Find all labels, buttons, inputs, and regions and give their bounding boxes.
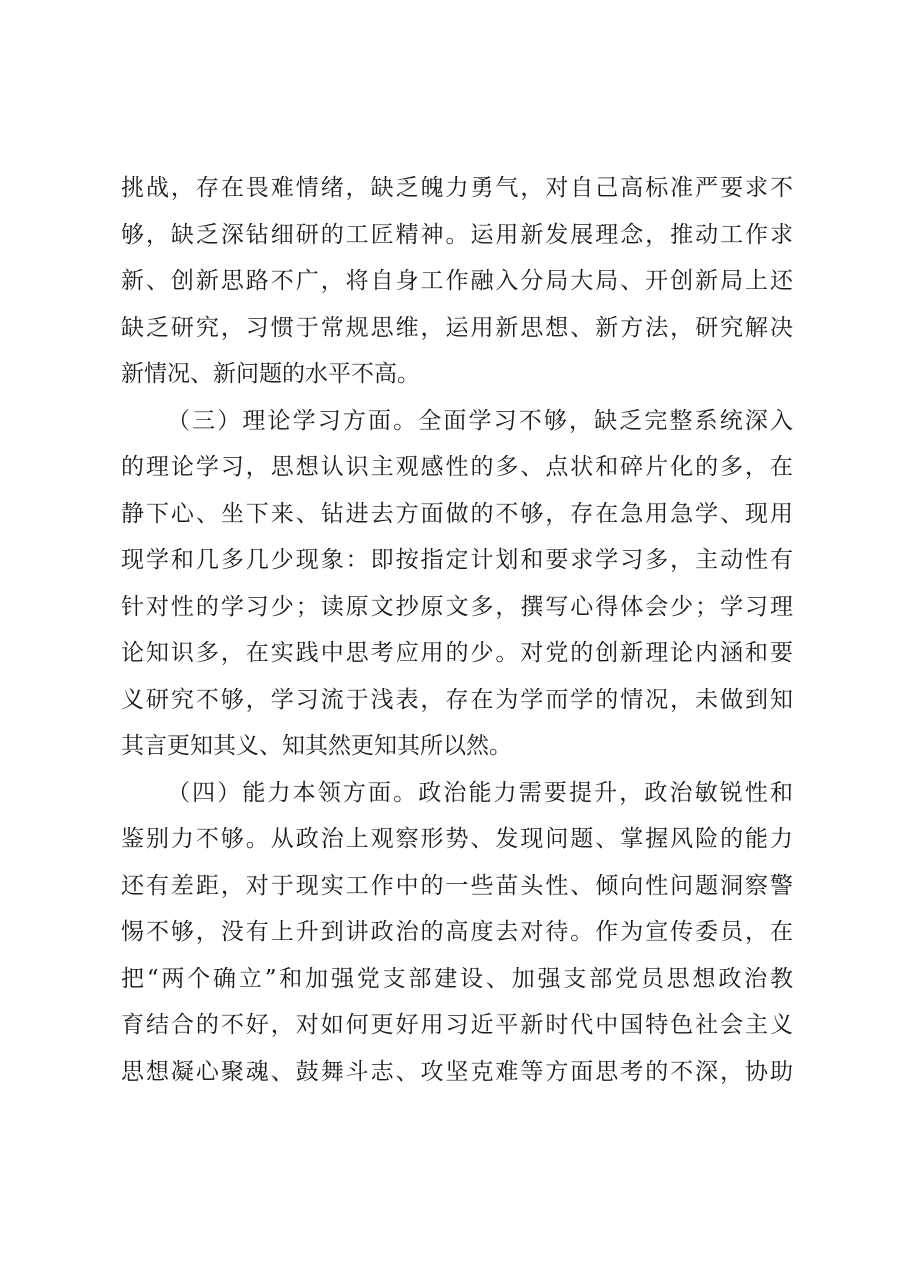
text-line: 现学和几多几少现象：即按指定计划和要求学习多，主动性有 <box>121 547 793 573</box>
text-line: 的理论学习，思想认识主观感性的多、点状和碎片化的多，在 <box>121 454 793 480</box>
text-line: 育结合的不好，对如何更好用习近平新时代中国特色社会主义 <box>121 1012 793 1038</box>
section-heading-line: （三）理论学习方面。全面学习不够，缺乏完整系统深入 <box>167 407 793 434</box>
text-line: 新、创新思路不广，将自身工作融入分局大局、开创新局上还 <box>121 268 793 294</box>
text-line: 缺乏研究，习惯于常规思维，运用新思想、新方法，研究解决 <box>121 314 793 341</box>
document-body <box>121 165 793 1095</box>
text-line: 义研究不够，学习流于浅表，存在为学而学的情况，未做到知 <box>121 686 793 713</box>
text-line: 还有差距，对于现实工作中的一些苗头性、倾向性问题洞察警 <box>121 872 793 899</box>
text-line: 惕不够，没有上升到讲政治的高度去对待。作为宣传委员，在 <box>121 919 793 945</box>
text-line: 其言更知其义、知其然更知其所以然。 <box>121 733 512 759</box>
text-line: 静下心、坐下来、钻进去方面做的不够，存在急用急学、现用 <box>121 500 793 527</box>
text-line: 论知识多，在实践中思考应用的少。对党的创新理论内涵和要 <box>121 640 793 666</box>
text-line: 挑战，存在畏难情绪，缺乏魄力勇气，对自己高标准严要求不 <box>121 175 793 201</box>
text-line: 鉴别力不够。从政治上观察形势、发现问题、掌握风险的能力 <box>121 826 793 852</box>
text-line: 针对性的学习少；读原文抄原文多，撰写心得体会少；学习理 <box>121 593 793 620</box>
section-heading-line: （四）能力本领方面。政治能力需要提升，政治敏锐性和 <box>167 779 793 806</box>
text-line: 把“两个确立”和加强党支部建设、加强支部党员思想政治教 <box>121 965 793 992</box>
text-line: 新情况、新问题的水平不高。 <box>121 361 420 387</box>
text-line: 思想凝心聚魂、鼓舞斗志、攻坚克难等方面思考的不深，协助 <box>121 1058 793 1085</box>
text-line: 够，缺乏深钻细研的工匠精神。运用新发展理念，推动工作求 <box>121 221 793 248</box>
